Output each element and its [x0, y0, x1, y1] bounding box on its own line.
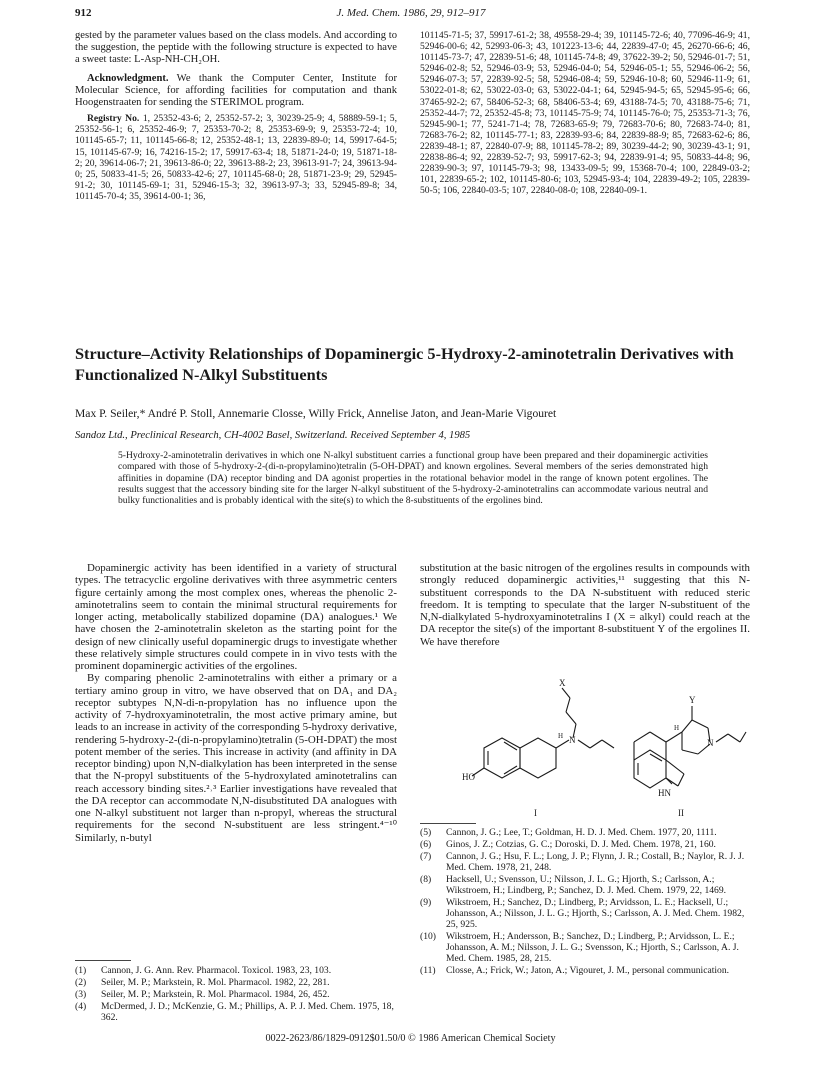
body-right-column	[420, 562, 750, 648]
registry-label: Registry No.	[87, 113, 140, 125]
reference-text: Hacksell, U.; Svensson, U.; Nilsson, J. L. G.; Hjorth, S.; Carlsson, A.; Wikstroem, H.; Lindberg, P.; Sanchez, D. J. Med. Chem. 1979, 22, 1469.	[446, 874, 727, 896]
reference-text: Closse, A.; Frick, W.; Jaton, A.; Vigouret, J. M., personal communication.	[446, 965, 730, 976]
reference-item	[420, 874, 750, 896]
previous-article-paragraph: gested by the parameter values based on the class models. And according to the suggestion, the peptide with the following structure is expected to have a sweet taste: L-Asp-NH-CH₂OH.	[75, 30, 397, 66]
registry-text-right: 101145-71-5; 37, 59917-61-2; 38, 49558-29-4; 39, 101145-72-6; 40, 77096-46-9; 41, 52946-00-6; 42, 52993-06-3; 43, 101223-13-6; 44, 22839-47-0; 45, 26270-66-6; 46, 101145-73-7; 47, 22839-51-6; 48, 101145-74-8; 49, 37622-39-2; 50, 52946-01-7; 51, 52946-02-8; 52, 52946-03-9; 53, 52946-04-0; 54, 52946-05-1; 55, 52946-06-2; 56, 52946-07-3; 57, 22839-92-5; 58, 52946-08-4; 59, 52946-10-8; 60, 52946-11-9; 61, 53022-01-8; 62, 53022-03-0; 63, 53022-04-1; 64, 52945-94-5; 65, 52945-95-6; 66, 37465-92-2; 67, 58406-52-3; 68, 58406-53-4; 69, 43188-74-5; 70, 43188-75-6; 71, 25352-44-7; 72, 25352-45-8; 73, 101145-75-9; 74, 101145-76-0; 75, 25353-71-3; 76, 52945-90-1; 77, 5241-71-4; 78, 72683-65-9; 79, 72683-70-6; 80, 72683-74-0; 81, 72683-76-2; 82, 101145-77-1; 83, 22839-93-6; 84, 22839-88-9; 85, 72683-62-6; 86, 22839-48-1; 87, 22840-07-9; 88, 101145-78-2; 89, 30239-44-2; 90, 30239-43-1; 91, 22838-86-4; 92, 22839-52-7; 93, 59917-62-3; 94, 22839-91-4; 95, 50833-44-8; 96, 22839-90-3; 97, 101145-79-3; 98, 13433-09-5; 99, 15368-70-4; 100, 22849-03-2; 101, 22839-65-2; 102, 101145-80-6; 103, 52945-93-4; 104, 22839-49-2; 105, 22839-50-5; 106, 22840-03-5; 107, 22840-08-0; 108, 22840-09-1.	[420, 30, 750, 197]
label-X: X	[559, 678, 566, 688]
body-left-column	[75, 562, 397, 844]
reference-number: (6)	[420, 839, 432, 850]
label-HO: HO	[462, 772, 475, 782]
article-abstract: 5-Hydroxy-2-aminotetralin derivatives in which one N-alkyl substituent carries a functional group have been prepared and their dopaminergic activities compared with those of 5-hydroxy-2-(di-n-propylamino)tetralin (5-OH-DPAT) and known ergolines. Several members of the series demonstrated high affinities in dopamine (DA) receptor binding and DA agonist properties in the rotational behavior model in the range of known potent ergolines. The results suggest that the accessory binding site for the larger N-alkyl substituent of the 5-hydroxy-2-aminotetralins can accommodate various neutral and bulky functionalities and is probably identical with the site(s) to which the 8-substituents of the ergolines bind.	[118, 450, 708, 507]
reference-item	[75, 1001, 397, 1023]
reference-item	[75, 977, 397, 988]
previous-article-left-column	[75, 30, 397, 202]
label-H-I: H	[558, 732, 564, 740]
reference-number: (5)	[420, 827, 432, 838]
reference-text: Wikstroem, H.; Andersson, B.; Sanchez, D.; Lindberg, P.; Arvidsson, L. E.; Johansson, A. M.; Nilsson, J. L. G.; Svensson, K.; Hjorth, S.; Carlsson, A. J. Med. Chem. 1985, 28, 215.	[446, 931, 739, 964]
reference-number: (8)	[420, 874, 432, 885]
label-II: II	[678, 808, 684, 818]
journal-citation: J. Med. Chem. 1986, 29, 912–917	[336, 7, 486, 19]
article-affiliation: Sandoz Ltd., Preclinical Research, CH-4002 Basel, Switzerland. Received September 4, 1985	[75, 430, 471, 441]
reference-item	[75, 965, 397, 976]
references-left	[75, 965, 397, 1024]
reference-number: (3)	[75, 989, 87, 1000]
reference-text: Seiler, M. P.; Markstein, R. Mol. Pharmacol. 1984, 26, 452.	[101, 989, 330, 1000]
reference-number: (2)	[75, 977, 87, 988]
structure-II	[634, 706, 746, 788]
page-number: 912	[75, 7, 92, 19]
reference-item	[420, 965, 750, 976]
reference-number: (10)	[420, 931, 436, 942]
footnote-rule-right	[420, 823, 476, 824]
reference-text: McDermed, J. D.; McKenzie, G. M.; Phillips, A. P. J. Med. Chem. 1975, 18, 362.	[101, 1001, 394, 1023]
acknowledgment-text: We thank the Computer Center, Institute for Molecular Science, for affording facilities for computation and thank Hoogenstraaten for sending the STERIMOL program.	[75, 72, 397, 109]
page-footer: 0022-2623/86/1829-0912$01.50/0 © 1986 American Chemical Society	[265, 1033, 556, 1044]
label-N-II: N	[707, 738, 714, 748]
reference-item	[75, 989, 397, 1000]
body-paragraph-1: Dopaminergic activity has been identified in a variety of structural types. The tetracyclic ergoline derivatives with three asymmetric centers figure certainly among the most complex ones, whereas the phenolic 2-aminotetralins seem to contain the minimal structural requirements for longer acting, metabolically stabilized dopamine (DA) analogues.¹ We have chosen the 2-aminotetralin skeleton as the starting point for the design of new clinically useful dopaminergic drugs to investigate whether these relatively simple structures could compete in in vivo tests with the prominent dopaminergic activities of the ergolines.	[75, 562, 397, 672]
label-N-I: N	[569, 735, 576, 745]
article-authors: Max P. Seiler,* André P. Stoll, Annemarie Closse, Willy Frick, Annelise Jaton, and Jean-Marie Vigouret	[75, 407, 557, 420]
body-paragraph-2: By comparing phenolic 2-aminotetralins with either a primary or a tertiary amino group in vitro, we have observed that on DA₁ and DA₂ receptor subtypes N,N-di-n-propylation has no influence upon the activity of 7-hydroxyaminotetralin, the most active primary amine, but leads to an increase in activity of the corresponding 5-hydroxy derivative, rendering 5-hydroxy-2-(di-n-propylamino)tetralin (5-OH-DPAT) the most potent member of the series. This increase in activity (and affinity in DA receptor binding) upon N,N-dialkylation has been interpreted in the sense that the N-propyl substituents of the 5-hydroxylated aminotetralins can reach accessory binding sites.²˒³ Earlier investigations have revealed that the DA receptor can accommodate N,N-disubstituted DA analogues with one N-alkyl substituent not larger than n-propyl, whereas the structural requirements for the second N-substituent are less stringent.⁴⁻¹⁰ Similarly, n-butyl	[75, 672, 398, 844]
reference-number: (11)	[420, 965, 436, 976]
reference-text: Ginos, J. Z.; Cotzias, G. C.; Doroski, D. J. Med. Chem. 1978, 21, 160.	[446, 839, 716, 850]
acknowledgment	[75, 73, 397, 110]
registry-numbers	[75, 113, 397, 202]
body-paragraph-3: substitution at the basic nitrogen of the ergolines results in compounds with strongly reduced dopaminergic activities,¹¹ suggesting that this N-substituent corresponds to the DA N-substituent with reduced steric freedom. It is tempting to speculate that the larger N-substituent of the N,N-dialkylated 5-hydroxyaminotetralins I (X = alkyl) could reach at the DA receptor the site(s) of the important 8-substituent Y of the ergolines II. We have therefore	[420, 562, 750, 648]
reference-text: Wikstroem, H.; Sanchez, D.; Lindberg, P.; Arvidsson, L. E.; Hacksell, U.; Johansson, A.; Nilsson, J. L. G.; Hjorth, S.; Carlsson, A. J. Med. Chem. 1982, 25, 925.	[446, 897, 745, 930]
label-Y: Y	[689, 695, 696, 705]
reference-number: (1)	[75, 965, 87, 976]
label-I: I	[534, 808, 537, 818]
structure-I	[472, 688, 614, 778]
references-right	[420, 827, 750, 977]
reference-text: Cannon, J. G. Ann. Rev. Pharmacol. Toxicol. 1983, 23, 103.	[101, 965, 332, 976]
reference-item	[420, 827, 750, 838]
reference-item	[420, 897, 750, 930]
reference-item	[420, 931, 750, 964]
previous-article-right-column	[420, 30, 750, 196]
reference-text: Seiler, M. P.; Markstein, R. Mol. Pharmacol. 1982, 22, 281.	[101, 977, 330, 988]
footnote-rule-left	[75, 960, 131, 961]
registry-text-left: 1, 25352-43-6; 2, 25352-57-2; 3, 30239-25-9; 4, 58889-59-1; 5, 25352-56-1; 6, 25352-46-9; 7, 25353-70-2; 8, 25353-69-9; 9, 25353-72-4; 10, 101145-65-7; 11, 101145-66-8; 12, 25352-48-1; 13, 22839-89-0; 14, 59917-64-5; 15, 101145-67-9; 16, 74216-15-2; 17, 59917-63-4; 18, 51871-24-0; 19, 51871-18-2; 20, 39614-06-7; 21, 39613-86-0; 22, 39613-88-2; 23, 39613-91-7; 24, 39613-94-0; 25, 50833-41-5; 26, 50833-42-6; 27, 101145-68-0; 28, 51871-23-9; 29, 52945-91-2; 30, 101145-69-1; 31, 52946-15-3; 32, 39613-97-3; 33, 52945-89-8; 34, 101145-70-4; 35, 39614-00-1; 36,	[75, 113, 397, 202]
reference-number: (7)	[420, 851, 432, 862]
reference-number: (9)	[420, 897, 432, 908]
reference-text: Cannon, J. G.; Lee, T.; Goldman, H. D. J. Med. Chem. 1977, 20, 1111.	[446, 827, 717, 838]
label-H-II: H	[674, 724, 680, 732]
reference-item	[420, 839, 750, 850]
chemical-structures-figure	[440, 672, 750, 820]
reference-text: Cannon, J. G.; Hsu, F. L.; Long, J. P.; Flynn, J. R.; Costall, B.; Naylor, R. J. J. Med. Chem. 1978, 21, 248.	[446, 851, 745, 873]
running-header	[75, 7, 747, 23]
label-HN: HN	[658, 788, 671, 798]
reference-item	[420, 851, 750, 873]
reference-number: (4)	[75, 1001, 87, 1012]
article-title: Structure–Activity Relationships of Dopaminergic 5-Hydroxy-2-aminotetralin Derivatives with Functionalized N-Alkyl Substituents	[75, 344, 734, 384]
acknowledgment-label: Acknowledgment.	[87, 72, 169, 84]
